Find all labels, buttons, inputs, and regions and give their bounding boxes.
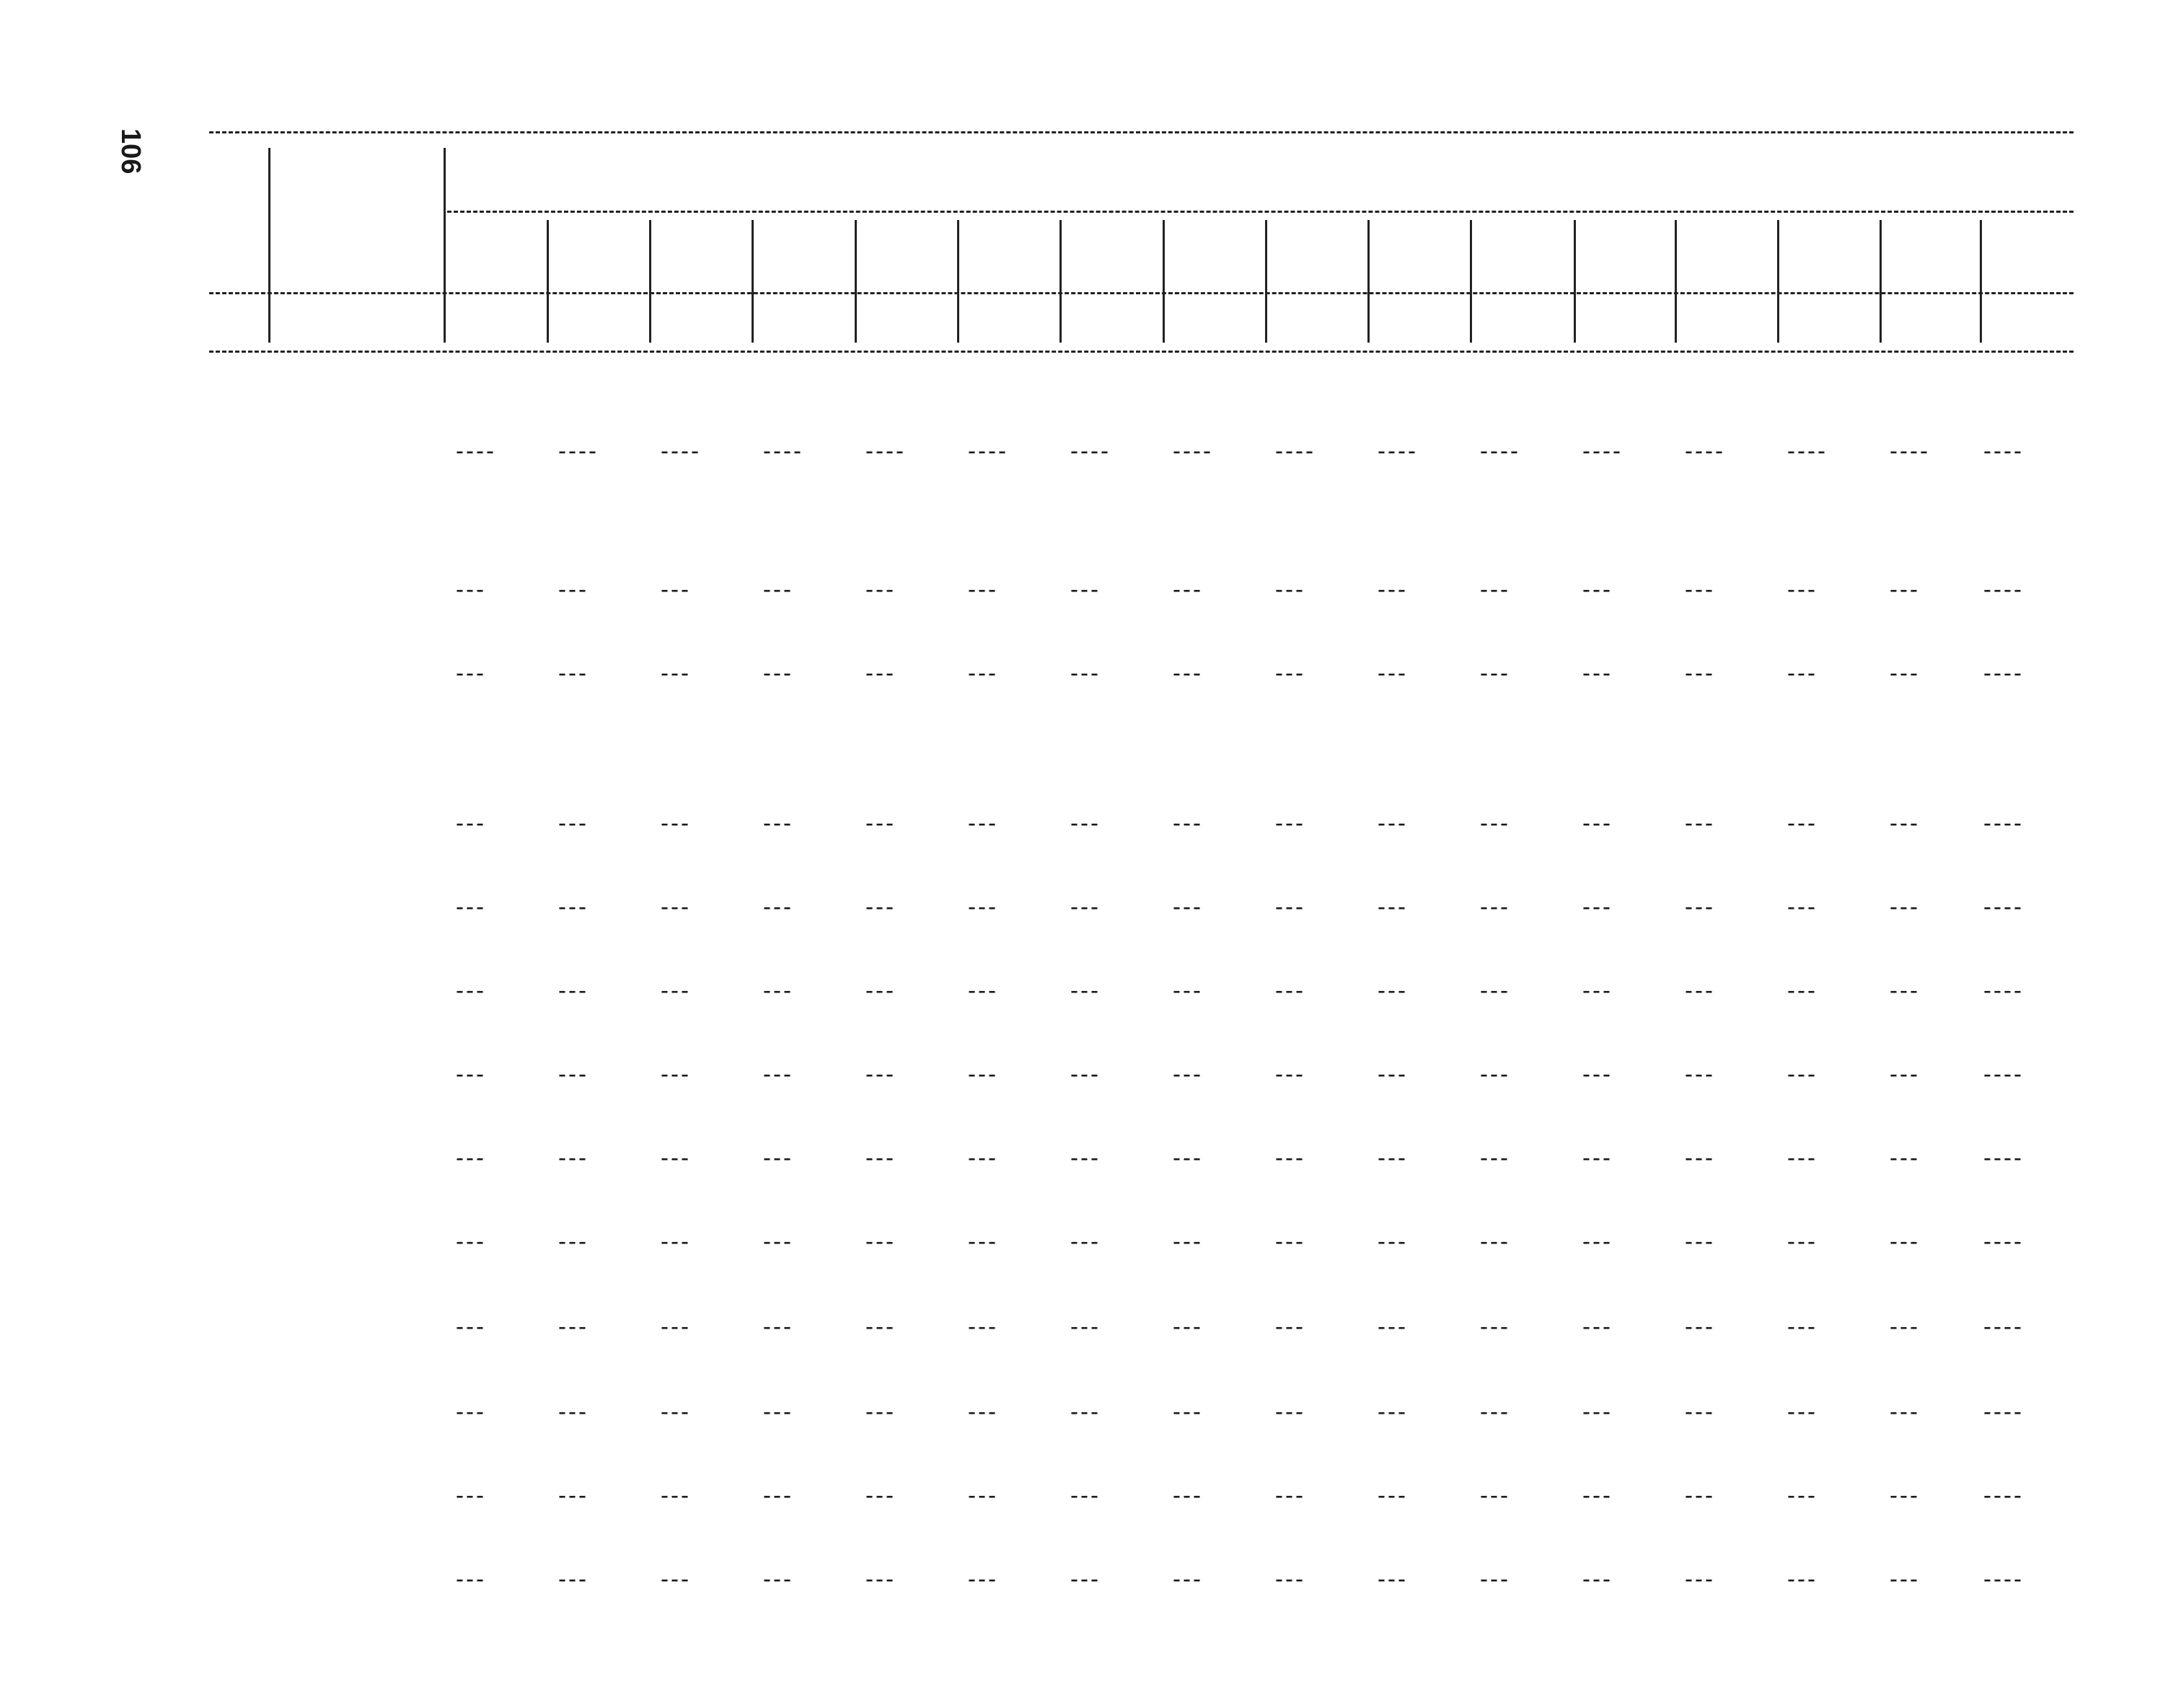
fraction-line: --- [456,1060,486,1087]
fraction-line: --- [763,977,793,1003]
fraction-line: --- [661,576,691,602]
fraction-line: --- [661,1060,691,1087]
fraction-line: ---- [1173,437,1213,464]
fraction-line: --- [1480,1144,1510,1171]
fraction-line: --- [1685,1313,1715,1339]
header-divider [1265,220,1267,343]
fraction-line: --- [968,1228,998,1254]
fraction-line: --- [1685,1144,1715,1171]
fraction-line: --- [1685,1398,1715,1425]
fraction-line: --- [1787,1228,1818,1254]
fraction-line: ---- [1983,893,2024,920]
fraction-line: --- [1480,893,1510,920]
fraction-line: --- [1275,977,1305,1003]
fraction-line: --- [1480,1060,1510,1087]
fraction-line: --- [1685,893,1715,920]
fraction-line: --- [1787,893,1818,920]
fraction-line: --- [1890,809,1920,836]
fraction-line: --- [1275,1060,1305,1087]
fraction-line: --- [1480,977,1510,1003]
fraction-line: --- [1275,1313,1305,1339]
fraction-line: --- [1275,576,1305,602]
header-divider [1980,220,1982,343]
fraction-line: --- [1480,659,1510,686]
fraction-line: --- [1378,1144,1408,1171]
fraction-line: --- [1378,1565,1408,1592]
fraction-line: --- [968,1482,998,1508]
fraction-line: --- [558,1398,589,1425]
fraction-line: --- [1582,809,1613,836]
fraction-line: --- [1070,1144,1101,1171]
fraction-line: --- [1787,1482,1818,1508]
fraction-line: --- [1890,1228,1920,1254]
fraction-line: --- [661,1144,691,1171]
header-divider [1470,220,1472,343]
fraction-line: --- [968,1144,998,1171]
fraction-line: --- [558,809,589,836]
fraction-line: --- [1378,576,1408,602]
fraction-line: --- [1685,1482,1715,1508]
fraction-line: --- [1582,1060,1613,1087]
fraction-line: --- [558,1565,589,1592]
fraction-line: --- [1480,1565,1510,1592]
header-divider [1367,220,1370,343]
fraction-line: --- [865,659,896,686]
fraction-line: ---- [1787,437,1828,464]
fraction-line: --- [456,809,486,836]
fraction-line: --- [968,659,998,686]
fraction-line: --- [456,1565,486,1592]
fraction-line: ---- [1983,1144,2024,1171]
fraction-line: ---- [1685,437,1725,464]
fraction-line: --- [1890,659,1920,686]
fraction-line: --- [1480,809,1510,836]
fraction-line: --- [1480,1482,1510,1508]
header-divider [1574,220,1576,343]
fraction-line: --- [1582,1398,1613,1425]
header-divider [957,220,959,343]
header-divider [649,220,651,343]
fraction-line: --- [1070,1313,1101,1339]
fraction-line: ---- [1983,1565,2024,1592]
fraction-line: --- [1582,576,1613,602]
fraction-line: --- [1890,1482,1920,1508]
fraction-line: --- [763,1060,793,1087]
fraction-line: --- [865,1313,896,1339]
header-divider [855,220,857,343]
fraction-line: --- [1378,977,1408,1003]
fraction-line: --- [1173,576,1203,602]
fraction-line: --- [1582,977,1613,1003]
fraction-line: --- [1173,1565,1203,1592]
fraction-line: ---- [1983,659,2024,686]
fraction-line: --- [865,576,896,602]
fraction-line: --- [558,576,589,602]
fraction-line: ---- [1983,1060,2024,1087]
fraction-line: ---- [865,437,906,464]
fraction-line: --- [1378,659,1408,686]
fraction-line: --- [558,977,589,1003]
fraction-line: ---- [1890,437,1930,464]
fraction-line: ---- [1983,1228,2024,1254]
fraction-line: ---- [456,437,496,464]
fraction-line: ---- [1070,437,1111,464]
fraction-line: --- [1685,809,1715,836]
fraction-line: --- [1275,1144,1305,1171]
fraction-line: --- [1890,576,1920,602]
fraction-line: --- [1070,1482,1101,1508]
fraction-line: ---- [1983,1398,2024,1425]
fraction-line: --- [558,893,589,920]
fraction-line: --- [1173,1228,1203,1254]
header-divider [1880,220,1882,343]
fraction-line: --- [968,1313,998,1339]
page-number: 106 [115,128,146,175]
fraction-line: --- [456,893,486,920]
fraction-line: ---- [1378,437,1418,464]
fraction-line: --- [1787,977,1818,1003]
fraction-line: --- [968,576,998,602]
fraction-line: --- [865,1482,896,1508]
fraction-line: --- [968,893,998,920]
fraction-line: --- [1787,1060,1818,1087]
fraction-line: --- [456,576,486,602]
fraction-line: --- [1480,1398,1510,1425]
fraction-line: --- [865,1144,896,1171]
fraction-line: --- [661,1228,691,1254]
fraction-line: --- [661,1313,691,1339]
fraction-line: --- [1787,1313,1818,1339]
fraction-line: --- [1890,1144,1920,1171]
header-divider [444,148,446,343]
fraction-line: --- [558,1313,589,1339]
fraction-line: --- [1582,1228,1613,1254]
fraction-line: --- [968,809,998,836]
fraction-line: --- [1173,893,1203,920]
fraction-line: --- [968,1398,998,1425]
fraction-line: --- [661,893,691,920]
fraction-line: --- [1787,576,1818,602]
fraction-line: --- [1070,1398,1101,1425]
fraction-line: --- [456,1228,486,1254]
fraction-line: --- [558,1482,589,1508]
fraction-line: --- [1480,1313,1510,1339]
fraction-line: --- [1173,977,1203,1003]
fraction-line: --- [968,977,998,1003]
fraction-line: --- [763,1482,793,1508]
fraction-line: --- [558,1144,589,1171]
fraction-line: --- [1275,809,1305,836]
rule-under-title [447,211,2074,213]
fraction-line: --- [456,1144,486,1171]
fraction-line: --- [1070,893,1101,920]
fraction-line: --- [1890,893,1920,920]
rule-under-regions [209,292,2074,294]
fraction-line: --- [1173,1398,1203,1425]
fraction-line: --- [1173,1313,1203,1339]
fraction-line: --- [1787,659,1818,686]
fraction-line: --- [865,809,896,836]
fraction-line: --- [968,1060,998,1087]
fraction-line: --- [1378,1313,1408,1339]
fraction-line: --- [1070,809,1101,836]
rule-header-bottom [209,351,2074,353]
fraction-line: --- [865,1398,896,1425]
fraction-line: --- [1685,659,1715,686]
fraction-line: --- [1787,1144,1818,1171]
fraction-line: --- [1890,1565,1920,1592]
fraction-line: --- [1685,977,1715,1003]
fraction-line: --- [865,893,896,920]
fraction-line: --- [1480,576,1510,602]
fraction-line: --- [558,1228,589,1254]
fraction-line: --- [1070,1228,1101,1254]
fraction-line: --- [865,1060,896,1087]
fraction-line: ---- [1983,1313,2024,1339]
fraction-line: --- [763,809,793,836]
fraction-line: --- [456,1313,486,1339]
fraction-line: --- [456,1482,486,1508]
fraction-line: --- [1685,576,1715,602]
header-divider [1777,220,1779,343]
fraction-line: --- [763,1228,793,1254]
fraction-line: --- [763,1398,793,1425]
header-divider [1675,220,1677,343]
fraction-line: --- [865,1228,896,1254]
fraction-line: ---- [1480,437,1520,464]
fraction-line: --- [1685,1565,1715,1592]
fraction-line: --- [1070,659,1101,686]
fraction-line: --- [1582,1482,1613,1508]
fraction-line: --- [1787,1398,1818,1425]
fraction-line: --- [661,1565,691,1592]
fraction-line: --- [661,1482,691,1508]
header-divider [752,220,754,343]
fraction-line: --- [1173,1060,1203,1087]
fraction-line: --- [763,1313,793,1339]
header-divider [1163,220,1165,343]
fraction-line: ---- [661,437,701,464]
fraction-line: --- [1070,1565,1101,1592]
fraction-line: --- [456,659,486,686]
fraction-line: ---- [558,437,599,464]
fraction-line: --- [1378,1482,1408,1508]
fraction-line: --- [1890,1398,1920,1425]
fraction-line: --- [1275,1565,1305,1592]
fraction-line: --- [1582,1565,1613,1592]
fraction-line: --- [661,659,691,686]
fraction-line: --- [1378,809,1408,836]
fraction-line: --- [1582,1144,1613,1171]
fraction-line: --- [1685,1060,1715,1087]
fraction-line: --- [1787,809,1818,836]
fraction-line: --- [968,1565,998,1592]
fraction-line: --- [1378,1398,1408,1425]
fraction-line: --- [1480,1228,1510,1254]
fraction-line: ---- [1983,977,2024,1003]
fraction-line: --- [1173,1144,1203,1171]
header-divider [547,220,549,343]
fraction-line: --- [1275,893,1305,920]
fraction-line: ---- [1983,576,2024,602]
fraction-line: --- [456,977,486,1003]
fraction-line: --- [1070,576,1101,602]
fraction-line: ---- [1983,1482,2024,1508]
fraction-line: ---- [968,437,1008,464]
fraction-line: --- [1275,1482,1305,1508]
fraction-line: --- [1275,1398,1305,1425]
fraction-line: ---- [1582,437,1623,464]
fraction-line: --- [763,576,793,602]
fraction-line: --- [1378,1228,1408,1254]
fraction-line: --- [1685,1228,1715,1254]
fraction-line: --- [661,1398,691,1425]
fraction-line: --- [1070,977,1101,1003]
fraction-line: --- [1275,659,1305,686]
fraction-line: --- [1890,1060,1920,1087]
fraction-line: --- [1890,1313,1920,1339]
fraction-line: --- [456,1398,486,1425]
fraction-line: --- [1787,1565,1818,1592]
fraction-line: --- [763,893,793,920]
fraction-line: --- [763,1565,793,1592]
fraction-line: --- [661,977,691,1003]
fraction-line: --- [558,659,589,686]
fraction-line: --- [1582,659,1613,686]
fraction-line: ---- [763,437,803,464]
fraction-line: --- [865,977,896,1003]
fraction-line: --- [865,1565,896,1592]
fraction-line: --- [1173,659,1203,686]
rule-top [209,131,2074,133]
fraction-line: --- [1173,1482,1203,1508]
fraction-line: --- [1173,809,1203,836]
fraction-line: ---- [1983,809,2024,836]
header-divider [268,148,270,343]
fraction-line: --- [1890,977,1920,1003]
fraction-line: --- [661,809,691,836]
fraction-line: --- [1582,1313,1613,1339]
fraction-line: --- [1070,1060,1101,1087]
fraction-line: --- [1378,893,1408,920]
fraction-line: ---- [1983,437,2024,464]
fraction-line: --- [763,1144,793,1171]
header-divider [1059,220,1062,343]
fraction-line: --- [1378,1060,1408,1087]
fraction-line: ---- [1275,437,1316,464]
fraction-line: --- [1582,893,1613,920]
fraction-line: --- [1275,1228,1305,1254]
fraction-line: --- [763,659,793,686]
fraction-line: --- [558,1060,589,1087]
